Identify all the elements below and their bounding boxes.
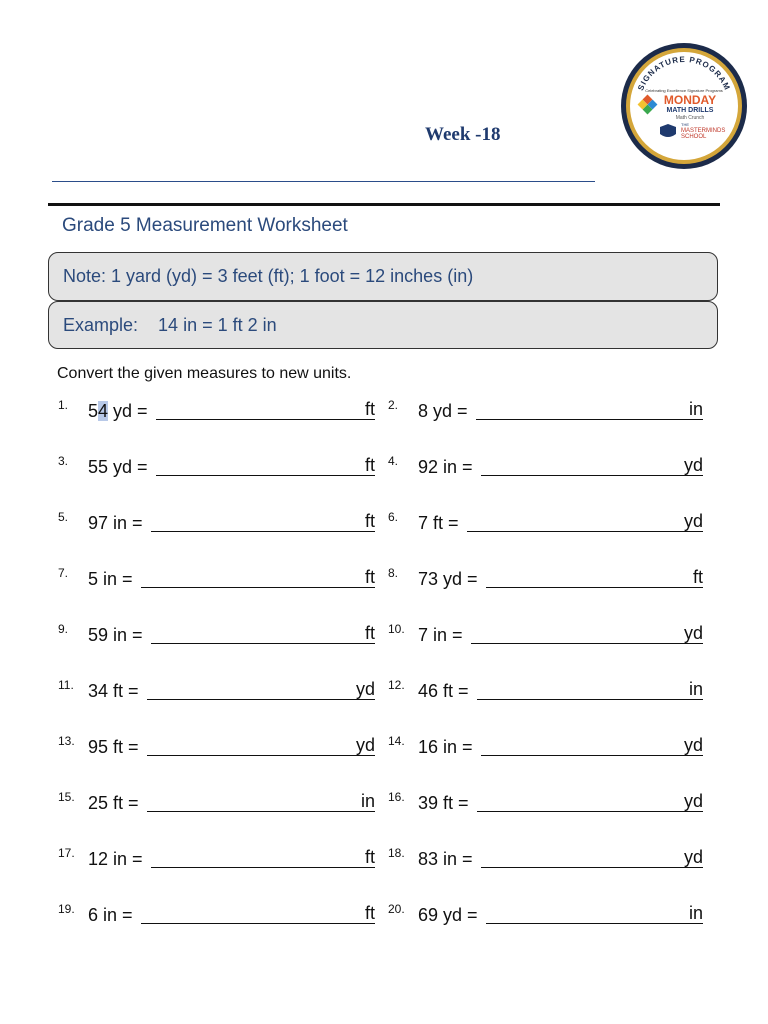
problem-unit: ft <box>692 567 703 587</box>
section-divider <box>48 203 720 206</box>
monday-math-drills-logo <box>618 40 750 172</box>
answer-blank[interactable] <box>486 569 703 588</box>
problem-unit: ft <box>364 511 375 531</box>
problem-14 <box>388 732 703 758</box>
problem-question: 39 ft = <box>418 793 469 813</box>
problem-question: 16 in = <box>418 737 473 757</box>
logo-brand-line1: MONDAY <box>663 93 717 107</box>
problem-unit: yd <box>683 455 703 475</box>
problem-number: 15. <box>58 790 75 804</box>
problem-number: 19. <box>58 902 75 916</box>
week-label: Week -18 <box>425 124 501 145</box>
problem-question: 83 in = <box>418 849 473 869</box>
logo-school-line2: SCHOOL <box>681 134 707 140</box>
problem-unit: in <box>360 791 375 811</box>
problem-unit: in <box>688 679 703 699</box>
problem-4 <box>388 452 703 478</box>
answer-blank[interactable] <box>147 793 375 812</box>
answer-blank[interactable] <box>476 401 703 420</box>
problem-unit: ft <box>364 903 375 923</box>
problem-question: 69 yd = <box>418 905 478 925</box>
problem-number: 18. <box>388 846 405 860</box>
problem-unit: yd <box>355 735 375 755</box>
problem-unit: ft <box>364 847 375 867</box>
problem-17 <box>58 844 375 870</box>
answer-blank[interactable] <box>151 513 375 532</box>
logo-brand-line2: MATH DRILLS <box>666 107 714 114</box>
header-rule <box>52 181 595 182</box>
answer-blank[interactable] <box>151 849 375 868</box>
problem-question: 25 ft = <box>88 793 139 813</box>
problem-number: 7. <box>58 566 69 580</box>
problem-question: 55 yd = <box>88 457 148 477</box>
problem-question: 92 in = <box>418 457 473 477</box>
problem-unit: in <box>688 399 703 419</box>
problem-19 <box>58 900 375 926</box>
problem-number: 3. <box>58 454 69 468</box>
answer-blank[interactable] <box>156 457 375 476</box>
problem-number: 14. <box>388 734 405 748</box>
problem-13 <box>58 732 375 758</box>
problem-question: 6 in = <box>88 905 133 925</box>
answer-blank[interactable] <box>477 681 703 700</box>
problem-number: 12. <box>388 678 405 692</box>
problem-number: 20. <box>388 902 405 916</box>
example-label: Example: <box>63 314 139 335</box>
problem-question: 95 ft = <box>88 737 139 757</box>
problem-unit: yd <box>683 511 703 531</box>
problem-5 <box>58 508 375 534</box>
problem-7 <box>58 564 375 590</box>
logo-school-prefix: THE <box>681 122 689 127</box>
note-box <box>48 252 718 301</box>
instructions: Convert the given measures to new units. <box>57 365 352 382</box>
problem-unit: yd <box>683 735 703 755</box>
problem-question: 7 ft = <box>418 513 459 533</box>
problem-question: 5 in = <box>88 569 133 589</box>
problem-number: 11. <box>58 678 74 692</box>
answer-blank[interactable] <box>486 905 703 924</box>
problem-question: 54 yd = <box>88 401 148 421</box>
problem-unit: ft <box>364 623 375 643</box>
problem-8 <box>388 564 703 590</box>
problem-question: 7 in = <box>418 625 463 645</box>
problem-question: 34 ft = <box>88 681 139 701</box>
answer-blank[interactable] <box>156 401 375 420</box>
text-cursor-highlight: 4 <box>98 401 109 421</box>
problem-question: 8 yd = <box>418 401 468 421</box>
problem-6 <box>388 508 703 534</box>
logo-brand-sub: Math Crunch <box>675 115 705 121</box>
problem-unit: yd <box>355 679 375 699</box>
problem-number: 10. <box>388 622 405 636</box>
problem-unit: in <box>688 903 703 923</box>
logo-tagline: Celebrating Excellence Signature Programs <box>645 88 723 93</box>
answer-blank[interactable] <box>141 569 375 588</box>
example-box <box>48 301 718 349</box>
answer-blank[interactable] <box>147 681 375 700</box>
problem-unit: yd <box>683 791 703 811</box>
problem-number: 13. <box>58 734 75 748</box>
answer-blank[interactable] <box>481 457 703 476</box>
problem-question: 97 in = <box>88 513 143 533</box>
problem-question: 59 in = <box>88 625 143 645</box>
problem-1 <box>58 396 375 422</box>
problem-unit: yd <box>683 847 703 867</box>
note-text: Note: 1 yard (yd) = 3 feet (ft); 1 foot = 12 inches (in) <box>63 266 474 286</box>
problem-12 <box>388 676 703 702</box>
answer-blank[interactable] <box>481 849 703 868</box>
problem-unit: ft <box>364 567 375 587</box>
problem-number: 6. <box>388 510 399 524</box>
answer-blank[interactable] <box>141 905 375 924</box>
problem-9 <box>58 620 375 646</box>
problem-unit: ft <box>364 455 375 475</box>
problem-question: 46 ft = <box>418 681 469 701</box>
problem-number: 5. <box>58 510 69 524</box>
problem-3 <box>58 452 375 478</box>
problem-number: 17. <box>58 846 75 860</box>
problem-unit: yd <box>683 623 703 643</box>
logo-school-line1: MASTERMINDS <box>681 128 726 134</box>
problem-11 <box>58 676 375 702</box>
answer-blank[interactable] <box>481 737 703 756</box>
problem-unit: ft <box>364 399 375 419</box>
problem-number: 4. <box>388 454 399 468</box>
problem-2 <box>388 396 703 422</box>
problem-number: 1. <box>58 398 69 412</box>
problem-number: 9. <box>58 622 69 636</box>
logo-ring-text: SIGNATURE PROGRAM <box>636 54 732 92</box>
answer-blank[interactable] <box>147 737 375 756</box>
problem-15 <box>58 788 375 814</box>
problem-18 <box>388 844 703 870</box>
problem-question: 73 yd = <box>418 569 478 589</box>
problem-number: 16. <box>388 790 405 804</box>
problem-10 <box>388 620 703 646</box>
problem-number: 2. <box>388 398 399 412</box>
problem-16 <box>388 788 703 814</box>
answer-blank[interactable] <box>467 513 703 532</box>
worksheet-title: Grade 5 Measurement Worksheet <box>62 215 348 236</box>
answer-blank[interactable] <box>477 793 703 812</box>
problem-number: 8. <box>388 566 399 580</box>
answer-blank[interactable] <box>471 625 703 644</box>
problem-20 <box>388 900 703 926</box>
example-text: 14 in = 1 ft 2 in <box>158 314 277 335</box>
answer-blank[interactable] <box>151 625 375 644</box>
problem-question: 12 in = <box>88 849 143 869</box>
